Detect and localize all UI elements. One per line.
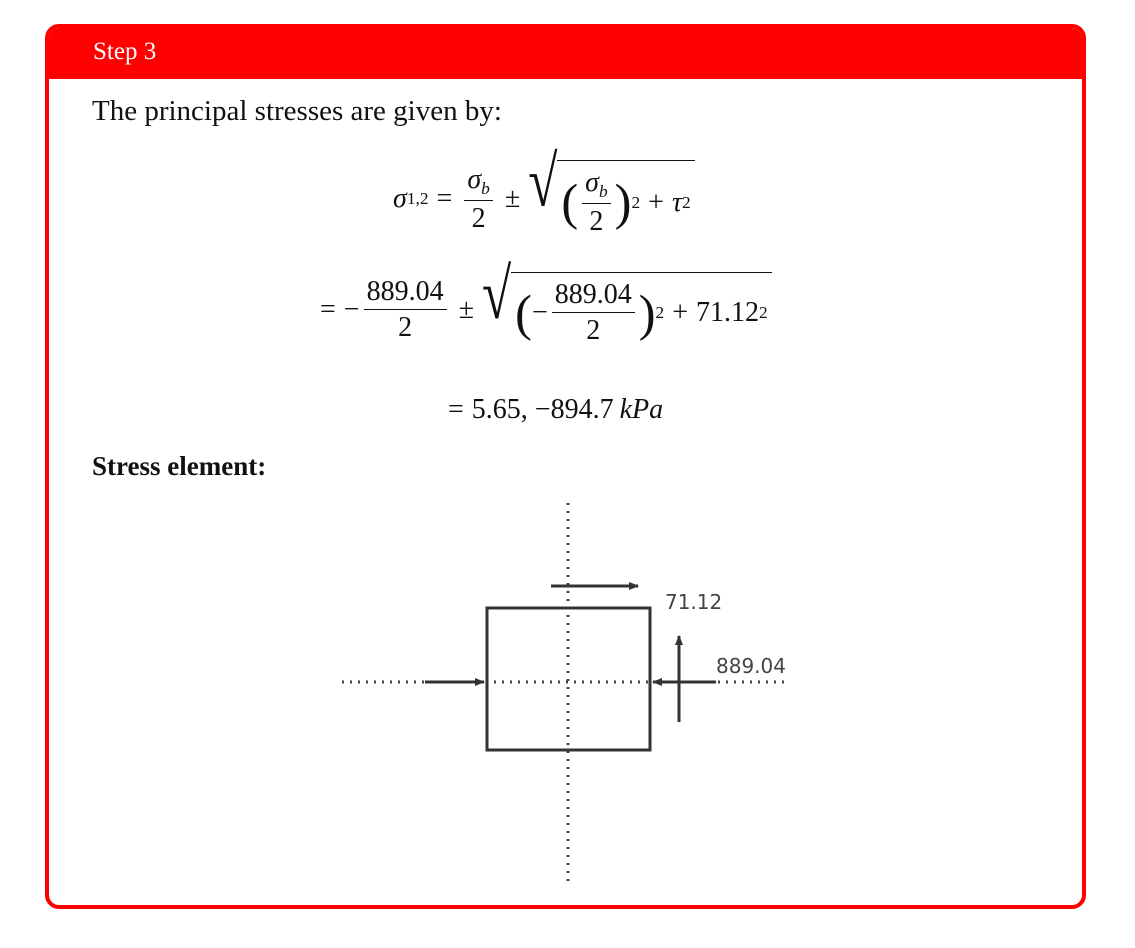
- eq3-values: 5.65, −894.7: [471, 394, 614, 425]
- eq1-pm: ±: [504, 183, 521, 215]
- eq1-sigma: σ: [467, 163, 482, 195]
- eq1-plus: +: [648, 186, 664, 218]
- eq1-den2: 2: [589, 206, 604, 238]
- normal-value-label: 889.04: [716, 654, 786, 678]
- eq2-tau-value: 71.12: [696, 297, 760, 329]
- stress-element-label: Stress element:: [92, 451, 267, 481]
- intro-text: The principal stresses are given by:: [92, 95, 502, 127]
- eq2-pm: ±: [458, 293, 474, 325]
- eq2-exp2: 2: [759, 303, 768, 323]
- eq2-minus: −: [343, 293, 360, 325]
- eq1-sigma-sub: b: [481, 178, 490, 198]
- eq2-den2: 2: [586, 315, 601, 347]
- shear-value-label: 71.12: [665, 590, 723, 614]
- step-title: Step 3: [93, 38, 157, 65]
- eq2-exp1: 2: [655, 303, 665, 323]
- eq2-num: 889.04: [364, 276, 447, 310]
- eq1-sigma2: σ: [585, 167, 599, 198]
- eq2-num2: 889.04: [552, 279, 635, 313]
- eq1-exp2: 2: [681, 192, 691, 212]
- eq1-lhs: σ: [393, 183, 407, 215]
- eq1-equals: =: [436, 183, 453, 215]
- eq1-den: 2: [471, 202, 486, 234]
- eq2-den: 2: [398, 311, 413, 343]
- eq2-sqrt: √ ( − $\frac{889.04}{2}$ ) 2 + 71.12 2: [482, 272, 772, 347]
- eq3-unit: kPa: [619, 394, 664, 425]
- eq1-tau: τ: [671, 186, 682, 218]
- eq3-equals: =: [448, 394, 464, 425]
- eq1-exp1: 2: [631, 192, 641, 212]
- eq1-sigma2-sub: b: [598, 182, 608, 202]
- eq1-sqrt: √ ( $\frac{\sigma_b}{2}$ ) 2 + τ 2: [528, 160, 694, 238]
- eq1-lhs-sub: 1,2: [406, 189, 429, 209]
- eq2-plus: +: [672, 297, 689, 329]
- eq2-equals: =: [320, 293, 336, 325]
- eq2-minus2: −: [531, 297, 548, 329]
